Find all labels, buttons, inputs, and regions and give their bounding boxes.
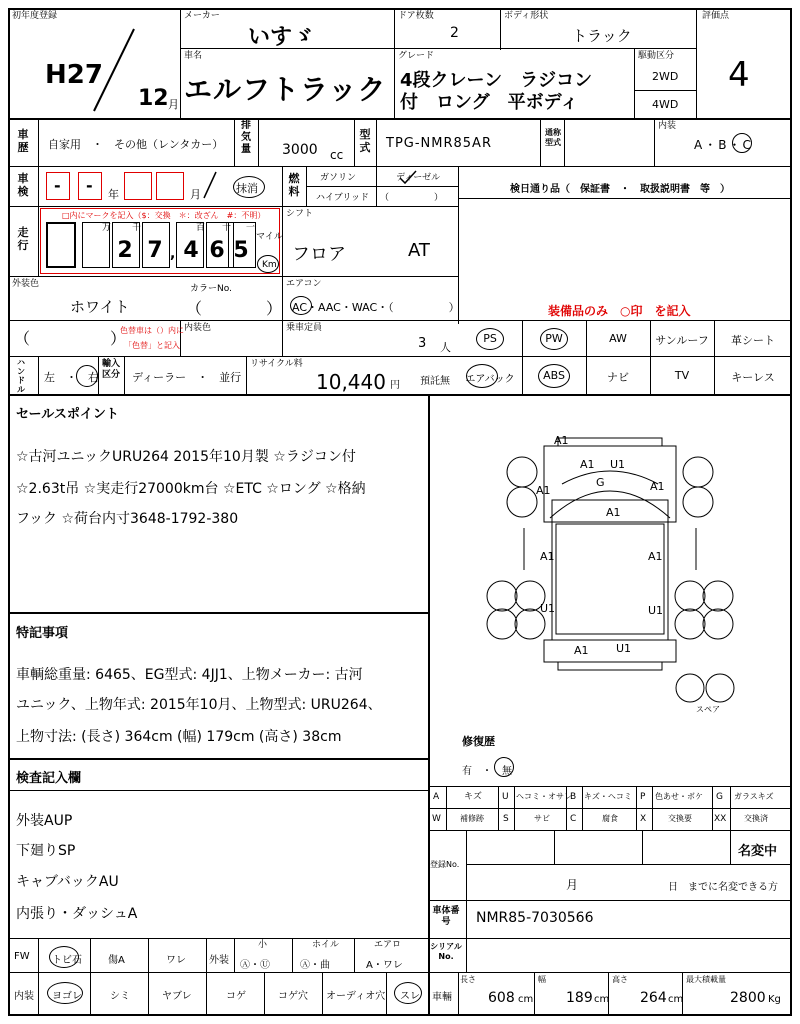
interior-grade: A・B・C <box>694 138 753 152</box>
equip-navi: ナビ <box>607 371 629 384</box>
width-label: 幅 <box>538 975 546 984</box>
legend-text: 交換済 <box>744 814 768 823</box>
special-line-1: 車輌総重量: 6465、EG型式: 4JJ1、上物メーカー: 古河 <box>16 667 363 683</box>
vehicle-diagram <box>440 400 780 720</box>
capacity-unit: 人 <box>440 341 451 354</box>
mileage-label: 走行 <box>17 226 29 252</box>
inspection-line-4: 内張り・ダッシュA <box>16 906 138 922</box>
interior-color-label: 内装色 <box>184 323 212 333</box>
legend-code: P <box>640 792 646 802</box>
model-label: 型式 <box>359 128 371 154</box>
legend-text: ヘコミ・オサレ <box>516 792 572 801</box>
sales-line-1: ☆古河ユニックURU264 2015年10月製 ☆ラジコン付 <box>16 449 356 465</box>
doors-label: ドア枚数 <box>398 11 434 21</box>
equip-leather: 革シート <box>731 334 775 347</box>
bottom-item: コゲ穴 <box>278 991 308 1002</box>
interior-bottom-label: 内装 <box>14 991 34 1002</box>
km-label: Km <box>262 260 277 270</box>
damage-mark: A1 <box>648 550 663 563</box>
inspection-notes-title: 検査記入欄 <box>16 771 82 786</box>
expired-label: 抹消 <box>236 182 258 195</box>
damage-mark: U1 <box>540 602 556 615</box>
grade-line1: 4段クレーン ラジコン <box>400 70 593 91</box>
damage-mark: A1 <box>536 484 551 497</box>
transmission-value: AT <box>408 240 430 261</box>
color-no-label: カラーNo. <box>190 284 232 294</box>
legend-text: 色あせ・ボケ <box>655 792 703 801</box>
length-label: 長さ <box>460 975 476 984</box>
bottom-item: 小 <box>258 940 268 950</box>
unit-10k: 万 <box>102 223 112 233</box>
equip-sunroof: サンルーフ <box>655 334 709 347</box>
load-label: 最大積載量 <box>686 975 726 984</box>
km-circle-mark <box>257 255 279 273</box>
documents-label: 検日通り品（ 保証書 ・ 取扱説明書 等 ） <box>510 184 730 195</box>
body-type-label: ボディ形状 <box>504 11 549 21</box>
ac-label: エアコン <box>286 279 322 289</box>
bottom-item: ホイル <box>312 940 340 950</box>
legend-code: X <box>640 814 647 824</box>
damage-mark: A1 <box>574 644 589 657</box>
bottom-item: トビ石 <box>52 955 82 966</box>
interior-circle-mark <box>732 133 752 153</box>
damage-mark: U1 <box>616 642 632 655</box>
maker-label: メーカー <box>184 11 220 21</box>
length-value: 608 <box>488 990 515 1006</box>
damage-mark: A1 <box>554 434 569 447</box>
sales-line-2: ☆2.63t吊 ☆実走行27000km台 ☆ETC ☆ロング ☆格納 <box>16 481 366 497</box>
maker-value: いすゞ <box>248 25 315 50</box>
recycle-deposit: 預託無 <box>420 376 450 387</box>
grade-line2: 付 ロング 平ボディ <box>400 92 579 113</box>
repaint-note-1: 色替車は（）内に <box>120 326 184 335</box>
inspection-line-2: 下廻りSP <box>16 843 76 859</box>
exterior-color-label: 外装色 <box>12 279 40 289</box>
recycle-label: リサイクル料 <box>250 359 303 369</box>
unit-10: 十 <box>222 223 232 233</box>
legend-text: 補修跡 <box>460 814 484 823</box>
handle-label: ハンドル <box>17 358 25 394</box>
dims-label: 車輛 <box>432 992 452 1003</box>
legend-code: G <box>716 792 723 802</box>
first-registration-label: 初年度登録 <box>12 11 58 21</box>
ac-value: AC・AAC・WAC・（ ） <box>292 301 460 314</box>
history-label: 車歴 <box>17 128 29 154</box>
inspection-label: 車検 <box>17 172 29 198</box>
bottom-circle-mark <box>394 982 422 1004</box>
handle-circle-mark <box>76 365 98 387</box>
damage-mark: G <box>596 476 605 489</box>
equip-abs: ABS <box>543 369 565 382</box>
legend-text: キズ <box>464 792 482 802</box>
displacement-unit: cc <box>330 148 344 162</box>
damage-mark: U1 <box>610 458 626 471</box>
recycle-value: 10,440 <box>316 370 386 394</box>
slash-mark <box>90 25 140 115</box>
sales-line-3: フック ☆荷台内寸3648-1792-380 <box>16 511 239 527</box>
registration-label: 登録No. <box>430 860 460 869</box>
fuel-hybrid: ハイブリッド <box>316 193 370 203</box>
equip-pw-circle-mark <box>540 328 568 350</box>
ac-circle-mark <box>290 296 312 315</box>
vin-value: NMR85-7030566 <box>476 910 594 926</box>
inspection-dash-2: - <box>86 176 93 195</box>
height-unit: cm <box>668 994 684 1005</box>
score-value: 4 <box>728 55 750 95</box>
common-model-label: 通称型式 <box>545 128 561 147</box>
equipment-title: 装備品のみ ○印 を記入 <box>548 304 691 318</box>
height-value: 264 <box>640 990 667 1006</box>
unit-1k: 千 <box>132 223 142 233</box>
bottom-item: ヤブレ <box>162 991 192 1002</box>
bottom-circle-mark <box>49 946 79 968</box>
legend-code: C <box>570 814 577 824</box>
legend-text: サビ <box>534 814 550 823</box>
unit-1: 一 <box>246 223 256 233</box>
load-value: 2800 <box>730 990 766 1006</box>
grade-label: グレード <box>398 51 435 61</box>
bottom-item: A・ワレ <box>366 960 403 971</box>
legend-code: XX <box>714 814 727 824</box>
mileage-digit-4: 6 <box>209 238 225 263</box>
car-name-label: 車名 <box>184 51 203 61</box>
repair-history-value: 有 ・ 無 <box>462 766 512 777</box>
equip-keyless: キーレス <box>731 371 775 384</box>
damage-mark: A1 <box>650 480 665 493</box>
fuel-diesel: ディーゼル <box>396 173 441 183</box>
bottom-item: スレ <box>400 991 420 1002</box>
displacement-value: 3000 <box>282 142 318 158</box>
capacity-label: 乗車定員 <box>286 323 323 333</box>
length-unit: cm <box>518 994 534 1005</box>
drive-label: 駆動区分 <box>638 51 675 61</box>
repaint-note-2: 「色替」と記入 <box>124 341 180 350</box>
equip-airbag: エアバック <box>465 374 515 385</box>
score-label: 評価点 <box>702 11 730 21</box>
bottom-item: ワレ <box>166 955 186 966</box>
mile-label: マイル <box>256 232 283 242</box>
first-registration-year: H27 <box>45 60 103 90</box>
mileage-comma: , <box>170 246 176 262</box>
legend-code: S <box>503 814 509 824</box>
bottom-circle-mark <box>47 982 83 1004</box>
repair-history-label: 修復歴 <box>462 735 495 748</box>
damage-mark: U1 <box>648 604 664 617</box>
exterior-color-value: ホワイト <box>70 298 130 316</box>
expired-circle-mark <box>233 176 265 198</box>
inspection-line-3: キャブバックAU <box>16 874 119 890</box>
fuel-other: （ ） <box>380 193 444 203</box>
equip-aw: AW <box>609 332 627 345</box>
bottom-item: コゲ <box>226 991 246 1002</box>
displacement-label: 排気量 <box>241 120 251 155</box>
damage-mark: A1 <box>606 506 621 519</box>
width-value: 189 <box>566 990 593 1006</box>
bottom-item: オーディオ穴 <box>326 991 386 1002</box>
repaint-paren: （ ） <box>14 329 127 348</box>
legend-code: W <box>432 814 441 824</box>
damage-mark: A1 <box>540 550 555 563</box>
legend-text: ガラスキズ <box>734 792 774 801</box>
width-unit: cm <box>594 994 610 1005</box>
bottom-item: エアロ <box>374 940 402 950</box>
mileage-note: □内にマークを記入（$：交換 ＊：改ざん #：不明） <box>62 211 266 220</box>
special-notes-title: 特記事項 <box>16 626 69 641</box>
model-value: TPG-NMR85AR <box>386 136 492 151</box>
recycle-unit: 円 <box>390 380 400 391</box>
slash-mark-2 <box>200 170 220 200</box>
equip-ps: PS <box>483 332 497 345</box>
load-unit: Kg <box>768 994 781 1005</box>
unit-100: 百 <box>196 223 206 233</box>
equip-tv: TV <box>674 369 690 382</box>
import-value: ディーラー ・ 並行 <box>132 371 242 384</box>
equip-abs-circle-mark <box>538 364 570 388</box>
inspection-month-unit: 月 <box>190 188 201 201</box>
height-label: 高さ <box>612 975 628 984</box>
fuel-label: 燃料 <box>288 172 300 198</box>
interior-label: 内装 <box>658 121 677 131</box>
history-value: 自家用 ・ その他（レンタカー） <box>48 138 224 151</box>
mileage-digit-3: 4 <box>183 238 199 263</box>
equip-ps-circle-mark <box>476 328 504 350</box>
car-name-value: エルフトラック <box>184 73 387 106</box>
first-registration-month: 12 <box>138 86 169 111</box>
sales-title: セールスポイント <box>16 407 119 422</box>
drive-2wd: 2WD <box>652 70 679 83</box>
shift-value: フロア <box>292 244 346 265</box>
doors-value: 2 <box>450 25 459 41</box>
registration-day-text: 日 までに名変できる方 <box>668 882 778 893</box>
mileage-digit-1: 2 <box>117 238 133 263</box>
month-unit: 月 <box>168 98 179 111</box>
bottom-item: Ⓐ・Ⓤ <box>240 960 270 971</box>
bottom-item: Ⓐ・曲 <box>300 960 330 971</box>
special-line-3: 上物寸法: (長さ) 364cm (幅) 179cm (高さ) 38cm <box>16 729 342 745</box>
legend-text: 交換要 <box>668 814 692 823</box>
damage-mark: A1 <box>580 458 595 471</box>
handle-value: 左 ・ 右 <box>44 371 99 384</box>
check-mark <box>396 168 420 186</box>
legend-text: 腐食 <box>602 814 618 823</box>
bottom-item: 傷A <box>108 955 125 966</box>
equip-pw: PW <box>545 332 563 345</box>
import-label: 輸入区分 <box>101 359 120 380</box>
vin-label: 車体番号 <box>432 906 460 927</box>
fuel-gasoline: ガソリン <box>320 173 357 183</box>
inspection-line-1: 外装AUP <box>16 813 73 829</box>
legend-code: B <box>570 792 577 802</box>
legend-code: U <box>502 792 509 802</box>
legend-text: キズ・ヘコミ <box>584 792 632 801</box>
spare-label: スペア <box>696 705 720 714</box>
shift-label: シフト <box>286 209 314 219</box>
capacity-value: 3 <box>418 336 427 351</box>
bottom-item: ヨゴレ <box>52 991 82 1002</box>
name-change-label: 名変中 <box>738 844 778 859</box>
fw-label: FW <box>14 951 30 962</box>
special-line-2: ユニック、上物年式: 2015年10月、上物型式: URU264、 <box>16 697 382 713</box>
bottom-item: 外装 <box>209 955 229 966</box>
serial-label: シリアルNo. <box>430 942 462 961</box>
legend-code: A <box>433 792 440 802</box>
drive-4wd: 4WD <box>652 98 679 111</box>
mileage-digit-2: 7 <box>147 238 163 263</box>
bottom-item: シミ <box>110 991 130 1002</box>
inspection-dash-1: - <box>54 176 61 195</box>
repair-circle-mark <box>494 757 514 777</box>
equip-airbag-circle-mark <box>466 364 498 388</box>
mileage-digit-5: 5 <box>233 238 249 263</box>
body-type-value: トラック <box>572 27 632 45</box>
registration-month-unit: 月 <box>566 878 579 892</box>
inspection-year-unit: 年 <box>108 188 119 201</box>
color-no-value: （ ） <box>186 299 283 318</box>
